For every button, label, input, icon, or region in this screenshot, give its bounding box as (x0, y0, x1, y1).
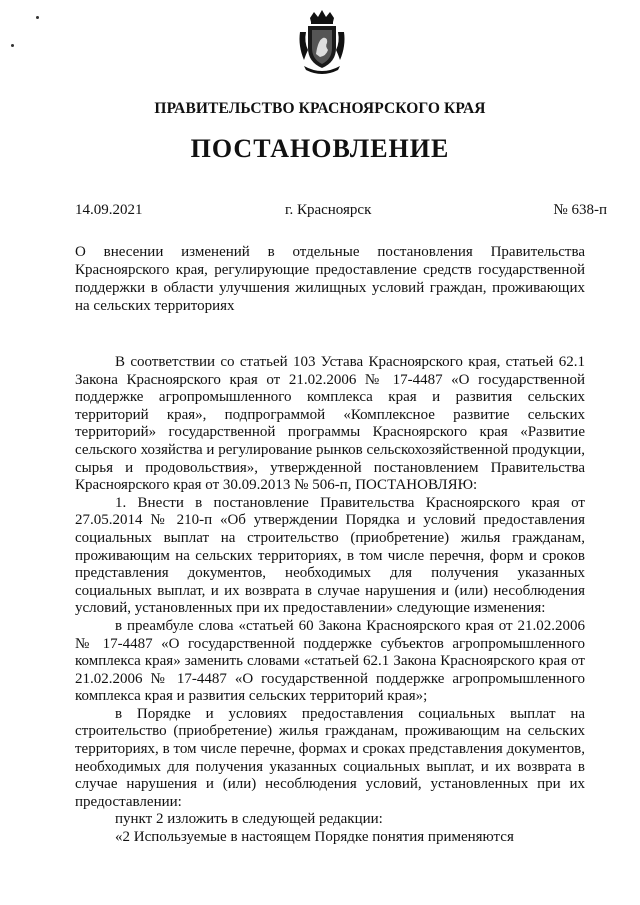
document-date: 14.09.2021 (75, 202, 143, 218)
body-paragraph: в Порядке и условиях предоставления социальных выплат на строительство (приобретение) жилья гражданам, проживающим на сельских территориях, в том числе перечне, формах и сроках представления документов, необходимых для получения указанных социальных выплат, и их возврата в случае нарушения и (или) несоблюдения условий, установленных при их предоставлении: (75, 705, 585, 810)
body-paragraph: в преамбуле слова «статьей 60 Закона Красноярского края от 21.02.2006 № 17-4487 «О государственной поддержке субъектов агропромышленного комплекса края» заменить словами «статьей 62.1 Закона Красноярского края от 21.02.2006 № 17-4487 «О государственной поддержке агропромышленного комплекса края и развития сельских территорий края»; (75, 617, 585, 705)
scan-speck (36, 16, 39, 19)
body-paragraph: «2 Используемые в настоящем Порядке понятия применяются (115, 829, 514, 846)
scan-speck (11, 44, 14, 47)
document-meta (75, 202, 607, 222)
organization-title: ПРАВИТЕЛЬСТВО КРАСНОЯРСКОГО КРАЯ (154, 100, 486, 117)
document-subject: О внесении изменений в отдельные постановления Правительства Красноярского края, регулирующие предоставление средств государственной поддержки в области улучшения жилищных условий граждан, проживающих на сельских территориях (75, 244, 585, 314)
coat-of-arms-icon (296, 10, 348, 76)
document-city: г. Красноярск (285, 202, 372, 218)
body-paragraph: пункт 2 изложить в следующей редакции: (115, 811, 383, 828)
document-body (75, 354, 585, 847)
body-paragraph: 1. Внести в постановление Правительства Красноярского края от 27.05.2014 № 210-п «Об утверждении Порядка и условий предоставления социальных выплат на строительство (приобретение) жилья гражданам, проживающим на сельских территориях, в том числе перечня, форм и сроков представления документов, необходимых для получения указанных социальных выплат, и их возврата в случае нарушения и (или) несоблюдения условий, установленных при их предоставлении» следующие изменения: (75, 494, 585, 617)
document-type-title: ПОСТАНОВЛЕНИЕ (190, 134, 450, 163)
body-paragraph: В соответствии со статьей 103 Устава Красноярского края, статьей 62.1 Закона Красноярского края от 21.02.2006 № 17-4487 «О государственной поддержке агропромышленного комплекса края и развития сельских территорий края», подпрограммой «Комплексное развитие сельских территорий» государственной программы Красноярского края «Развитие сельского хозяйства и регулирование рынков сельскохозяйственной продукции, сырья и продовольствия», утвержденной постановлением Правительства Красноярского края от 30.09.2013 № 506-п, ПОСТАНОВЛЯЮ: (75, 354, 585, 494)
document-number: № 638-п (553, 202, 607, 218)
